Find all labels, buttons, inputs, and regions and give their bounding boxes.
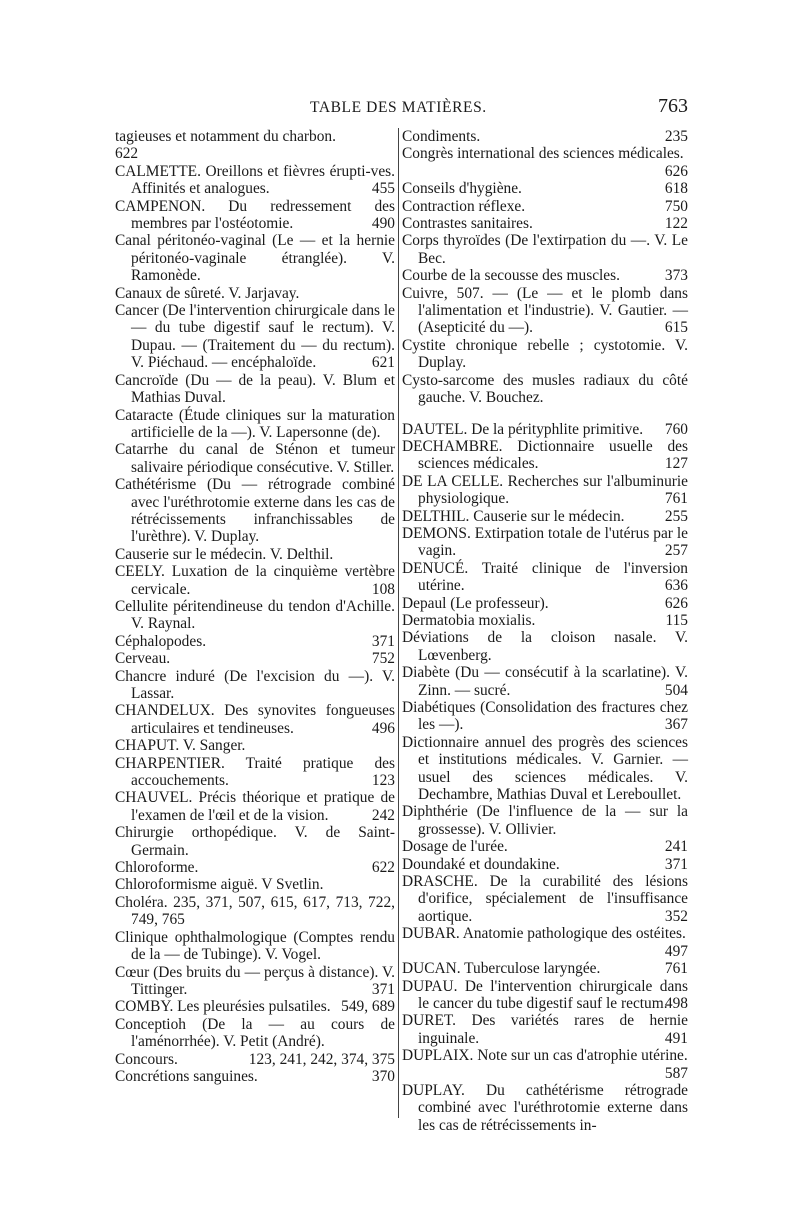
entry-text: Dosage de l'urée.	[402, 838, 508, 856]
entry-page-ref: 496	[371, 719, 395, 737]
entry-text: DE LA CELLE. Recherches sur l'albuminurie physiologique.	[402, 472, 688, 508]
index-entry	[402, 473, 688, 508]
entry-page-ref: 371	[664, 855, 688, 873]
entry-page-ref: 504	[664, 681, 688, 699]
entry-text: Causerie sur le médecin. V. Delthil.	[115, 545, 334, 563]
entry-text: Concrétions sanguines.	[115, 1067, 258, 1085]
entry-text: Cœur (Des bruits du — perçus à distance). V. Tittinger.	[115, 963, 395, 998]
index-entry	[402, 525, 688, 560]
entry-spacer	[402, 407, 688, 421]
entry-text: Canal péritonéo-vaginal (Le — et la hernie péritonéo-vaginale étranglée). V. Ramonède.	[115, 232, 395, 285]
index-entry	[402, 595, 688, 612]
entry-page-ref: 123	[371, 772, 395, 790]
column-divider	[398, 128, 399, 1118]
entry-text: Chirurgie orthopédique. V. de Saint-Germain.	[115, 824, 395, 859]
entry-text: Diabète (Du — consécutif à la scarlatine). V. Zinn. — sucré.	[402, 664, 688, 699]
entry-page-ref: 491	[664, 1029, 688, 1047]
entry-text: Depaul (Le professeur).	[402, 594, 549, 612]
index-entry	[115, 650, 395, 667]
entry-text: Cancer (De l'intervention chirurgicale dans le — du tube digestif sauf le rectum). V. Dupau. — (Traitement du — du rectum). V. Piéchaud. — encéphaloïde.	[115, 302, 395, 372]
entry-text: Cerveau.	[115, 650, 171, 668]
index-entry	[115, 755, 395, 790]
entry-text: CAMPENON. Du redressement des membres par l'ostéotomie.	[115, 197, 395, 233]
entry-text: Déviations de la cloison nasale. V. Lœvenberg.	[402, 629, 688, 664]
entry-text: CHARPENTIER. Traité pratique des accouchements.	[115, 754, 395, 790]
index-entry	[402, 856, 688, 873]
index-entry	[402, 978, 688, 1013]
entry-page-ref: 455	[371, 180, 395, 198]
index-entry	[115, 929, 395, 964]
entry-text: Céphalopodes.	[115, 632, 207, 650]
page-number: 763	[658, 95, 688, 117]
index-entry	[115, 789, 395, 824]
entry-text: CHAUVEL. Précis théorique et pratique de l'examen de l'œil et de la vision.	[115, 789, 395, 824]
entry-text: Conseils d'hygiène.	[402, 180, 522, 198]
index-entry	[115, 198, 395, 233]
entry-text: DEMONS. Extirpation totale de l'utérus par le vagin.	[402, 524, 688, 560]
entry-page-ref: 108	[371, 580, 395, 598]
index-entry	[115, 876, 395, 893]
entry-page-ref: 618	[664, 180, 688, 198]
entry-text: Conceptioh (De la — au cours de l'aménorrhée). V. Petit (André).	[115, 1015, 395, 1051]
index-entry	[115, 859, 395, 876]
index-entry	[402, 337, 688, 372]
index-entry	[402, 960, 688, 977]
index-entry	[402, 215, 688, 232]
index-entry	[402, 421, 688, 438]
index-entry	[402, 128, 688, 145]
entry-text: DURET. Des variétés rares de hernie inguinale.	[402, 1012, 688, 1047]
index-entry	[402, 838, 688, 855]
index-entry	[115, 668, 395, 703]
index-entry	[402, 145, 688, 180]
entry-text: DUPLAIX. Note sur un cas d'atrophie utérine.	[402, 1047, 688, 1065]
entry-text: CHANDELUX. Des synovites fongueuses articulaires et tendineuses.	[115, 702, 395, 737]
index-entry	[115, 1051, 395, 1068]
index-entry	[402, 664, 688, 699]
index-entry	[402, 803, 688, 838]
entry-text: DRASCHE. De la curabilité des lésions d'orifice, spécialement de l'insuffisance aortique.	[402, 873, 688, 925]
index-entry	[115, 563, 395, 598]
entry-text: Choléra. 235, 371, 507, 615, 617, 713, 722, 749, 765	[115, 893, 395, 929]
index-column-right	[402, 128, 688, 1134]
entry-text: Cuivre, 507. — (Le — et le plomb dans l'alimentation et l'industrie). V. Gautier. — (Asepticité du —).	[402, 284, 688, 337]
entry-text: Cataracte (Étude cliniques sur la maturation artificielle de la —). V. Lapersonne (de).	[115, 406, 395, 441]
entry-text: Diabétiques (Consolidation des fractures chez les —).	[402, 699, 688, 734]
index-entry	[115, 128, 395, 145]
index-entry	[402, 925, 688, 960]
entry-page-ref: 371	[371, 632, 395, 650]
index-entry	[402, 734, 688, 804]
entry-page-ref: 371	[371, 980, 395, 998]
index-entry	[402, 1047, 688, 1082]
entry-text: Cysto-sarcome des musles radiaux du côté gauche. V. Bouchez.	[402, 371, 688, 407]
entry-page-ref: 127	[664, 455, 688, 473]
index-entry	[402, 873, 688, 925]
entry-text: COMBY. Les pleurésies pulsatiles.	[115, 998, 331, 1016]
entry-page-ref: 498	[664, 994, 688, 1012]
entry-page-ref: 115	[665, 611, 688, 629]
entry-text: Congrès international des sciences médicales.	[402, 145, 684, 163]
index-entry	[402, 438, 688, 473]
entry-page-ref: 367	[664, 716, 688, 734]
index-entry	[402, 180, 688, 197]
entry-page-ref: 636	[664, 577, 688, 595]
entry-page-ref: 123, 241, 242, 374, 375	[248, 1050, 395, 1068]
index-entry	[115, 163, 395, 198]
entry-text: Contrastes sanitaires.	[402, 215, 533, 233]
entry-page-ref: 549, 689	[341, 998, 395, 1016]
entry-text: Doundaké et doundakine.	[402, 855, 560, 873]
index-entry	[402, 612, 688, 629]
index-entry	[115, 998, 395, 1015]
entry-page-ref: 352	[664, 907, 688, 925]
index-entry	[115, 824, 395, 859]
index-entry	[115, 476, 395, 546]
index-entry	[402, 232, 688, 267]
index-entry	[402, 1082, 688, 1134]
entry-page-ref: 255	[664, 507, 688, 525]
entry-text: 622	[115, 145, 139, 163]
running-title: TABLE DES MATIÈRES.	[310, 99, 487, 116]
entry-text: tagieuses et notamment du charbon.	[115, 128, 336, 145]
entry-page-ref: 490	[371, 215, 395, 233]
entry-page-ref: 122	[664, 215, 688, 233]
entry-page-ref: 626	[664, 594, 688, 612]
entry-text: Catarrhe du canal de Sténon et tumeur salivaire périodique consécutive. V. Stiller.	[115, 441, 395, 476]
entry-page-ref: 761	[664, 490, 688, 508]
index-entry	[115, 441, 395, 476]
entry-text: DENUCÉ. Traité clinique de l'inversion utérine.	[402, 559, 688, 595]
entry-text: DUBAR. Anatomie pathologique des ostéites.	[402, 925, 686, 943]
entry-text: CEELY. Luxation de la cinquième vertèbre cervicale.	[115, 563, 395, 598]
entry-page-ref: 750	[664, 197, 688, 215]
index-entry	[115, 1016, 395, 1051]
index-entry	[115, 407, 395, 442]
entry-text: Cathétérisme (Du — rétrograde combiné avec l'uréthrotomie externe dans les cas de rétrécissements infranchissables de l'urèthre). V. Duplay.	[115, 476, 395, 546]
index-entry	[115, 598, 395, 633]
entry-text: Diphthérie (De l'influence de la — sur la grossesse). V. Ollivier.	[402, 803, 688, 838]
index-entry	[402, 699, 688, 734]
index-entry	[402, 508, 688, 525]
index-entry	[402, 285, 688, 337]
index-entry	[115, 894, 395, 929]
entry-text: CHAPUT. V. Sanger.	[115, 737, 246, 755]
index-entry	[115, 232, 395, 284]
entry-text: Condiments.	[402, 128, 481, 145]
entry-text: DUPAU. De l'intervention chirurgicale dans le cancer du tube digestif sauf le rectum.	[402, 977, 688, 1012]
entry-text: Dermatobia moxialis.	[402, 611, 536, 629]
entry-text: Courbe de la secousse des muscles.	[402, 267, 620, 285]
index-entry	[115, 302, 395, 372]
entry-text: Chancre induré (De l'excision du —). V. Lassar.	[115, 667, 395, 702]
entry-page-ref: 615	[664, 319, 688, 337]
index-column-left	[115, 128, 395, 1085]
index-entry	[115, 633, 395, 650]
index-entry	[115, 964, 395, 999]
entry-text: CALMETTE. Oreillons et fièvres érupti-ves. Affinités et analogues.	[115, 162, 395, 198]
entry-text: Contraction réflexe.	[402, 197, 526, 215]
entry-page-ref: 587	[664, 1064, 688, 1082]
entry-page-ref: 497	[664, 942, 688, 960]
entry-text: Chloroforme.	[115, 859, 199, 877]
entry-text: Cellulite péritendineuse du tendon d'Achille. V. Raynal.	[115, 597, 395, 633]
entry-text: DECHAMBRE. Dictionnaire usuelle des sciences médicales.	[402, 437, 688, 473]
index-entry	[402, 629, 688, 664]
entry-text: DAUTEL. De la pérityphlite primitive.	[402, 420, 644, 438]
entry-page-ref: 370	[371, 1067, 395, 1085]
entry-page-ref: 626	[664, 162, 688, 180]
index-entry	[115, 145, 395, 162]
entry-text: DUCAN. Tuberculose laryngée.	[402, 960, 601, 978]
index-entry	[115, 372, 395, 407]
entry-text: DELTHIL. Causerie sur le médecin.	[402, 507, 625, 525]
entry-page-ref: 761	[664, 960, 688, 978]
entry-text: Clinique ophthalmologique (Comptes rendu de la — de Tubinge). V. Vogel.	[115, 928, 395, 964]
entry-page-ref: 241	[664, 838, 688, 856]
index-entry	[402, 1012, 688, 1047]
index-entry	[115, 702, 395, 737]
index-entry	[115, 737, 395, 754]
index-entry	[115, 546, 395, 563]
entry-page-ref: 235	[664, 128, 688, 145]
index-entry	[115, 285, 395, 302]
entry-page-ref: 760	[664, 420, 688, 438]
entry-text: Canaux de sûreté. V. Jarjavay.	[115, 284, 300, 302]
entry-text: Chloroformisme aiguë. V Svetlin.	[115, 876, 324, 894]
entry-page-ref: 373	[664, 267, 688, 285]
index-entry	[402, 372, 688, 407]
entry-page-ref: 622	[371, 859, 395, 877]
entry-page-ref: 621	[371, 354, 395, 372]
entry-text: Corps thyroïdes (De l'extirpation du —. V. Le Bec.	[402, 232, 688, 267]
index-entry	[402, 560, 688, 595]
page-header	[115, 95, 688, 125]
entry-text: Concours.	[115, 1050, 178, 1068]
entry-text: Cystite chronique rebelle ; cystotomie. V. Duplay.	[402, 336, 688, 372]
index-entry	[115, 1068, 395, 1085]
entry-text: DUPLAY. Du cathétérisme rétrograde combiné avec l'uréthrotomie externe dans les cas de rétrécissements in-	[402, 1081, 688, 1134]
entry-text: Cancroïde (Du — de la peau). V. Blum et Mathias Duval.	[115, 371, 395, 407]
entry-page-ref: 257	[664, 542, 688, 560]
index-entry	[402, 198, 688, 215]
entry-page-ref: 752	[371, 650, 395, 668]
index-entry	[402, 267, 688, 284]
entry-page-ref: 242	[371, 806, 395, 824]
entry-text: Dictionnaire annuel des progrès des sciences et institutions médicales. V. Garnier. — usuel des sciences médicales. V. Dechambre, Mathias Duval et Lereboullet.	[402, 733, 688, 804]
